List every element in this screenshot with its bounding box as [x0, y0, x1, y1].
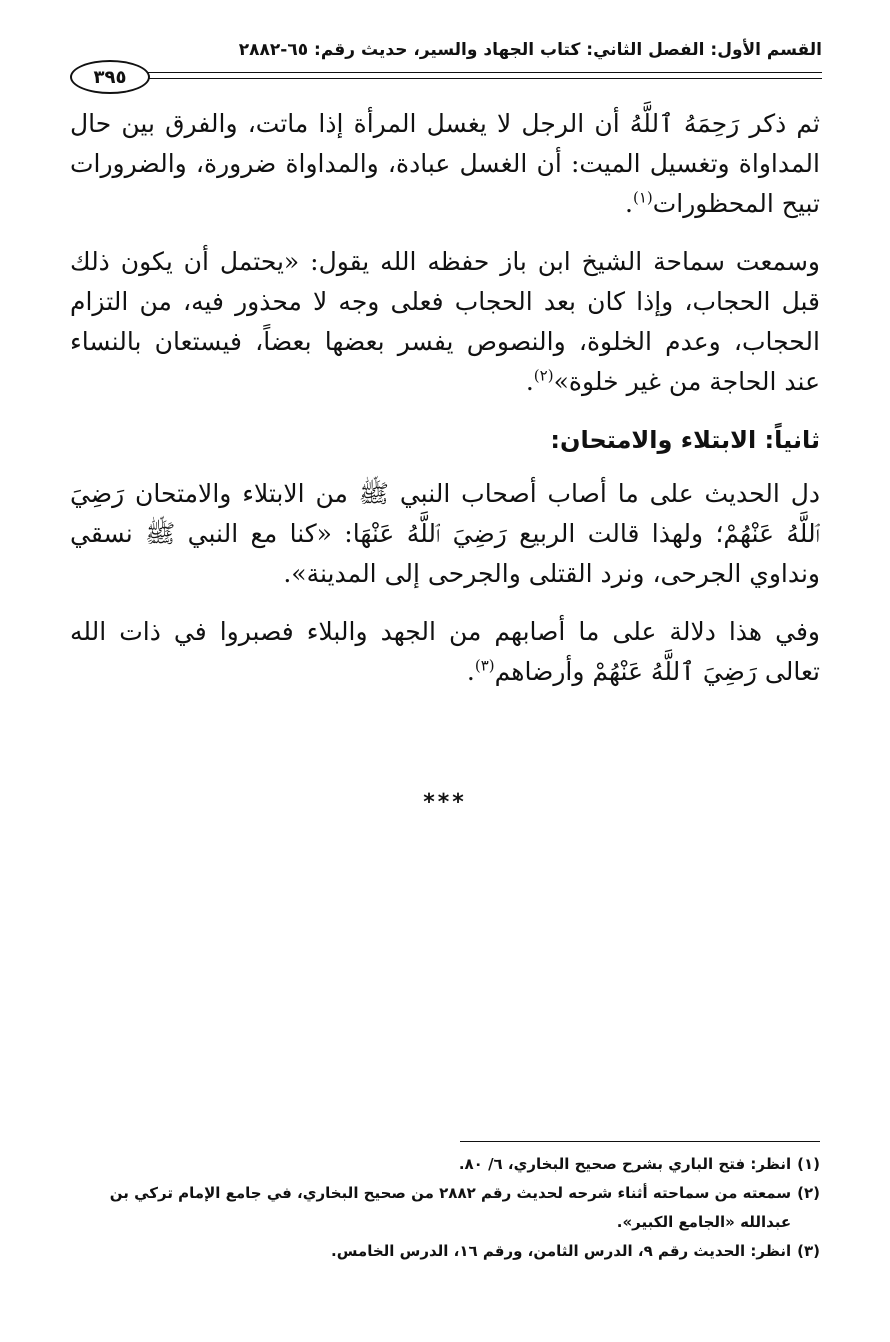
paragraph-2-text: وسمعت سماحة الشيخ ابن باز حفظه الله يقول: «يحتمل أن يكون ذلك قبل الحجاب، وإذا كان بعد الحجاب فعلى وجه لا محذور فيه، من التزام الحجاب، وعدم الخلوة، والنصوص يفسر بعضها بعضاً، فيستعان بالنساء عند الحاجة من غير خلوة»: [70, 247, 820, 396]
paragraph-2-end: .: [525, 367, 534, 396]
section-heading: ثانياً: الابتلاء والامتحان:: [550, 426, 820, 454]
footnote-text: انظر: الحديث رقم ٩، الدرس الثامن، ورقم ١٦، الدرس الخامس.: [331, 1242, 792, 1260]
footnote-text: انظر: فتح الباري بشرح صحيح البخاري، ٦/ ٨٠.: [458, 1155, 792, 1173]
footnotes: [70, 1150, 820, 1266]
footnote-1: [70, 1150, 820, 1179]
page-number: ٣٩٥: [70, 60, 150, 94]
paragraph-4-end: .: [466, 657, 475, 686]
main-text: [70, 104, 820, 710]
footnote-number: (١): [797, 1155, 820, 1173]
footnote-text: سمعته من سماحته أثناء شرحه لحديث رقم ٢٨٨٢ من صحيح البخاري، في جامع الإمام تركي بن عبدالله «الجامع الكبير».: [109, 1184, 792, 1231]
paragraph-1-end: .: [625, 189, 633, 218]
paragraph-3: دل الحديث على ما أصاب أصحاب النبي ﷺ من الابتلاء والامتحان رَضِيَ ٱللَّهُ عَنْهُمْ؛ ولهذا قالت الربيع رَضِيَ ٱللَّهُ عَنْهَا: «كنا مع النبي ﷺ نسقي ونداوي الجرحى، ونرد القتلى والجرحى إلى المدينة».: [70, 479, 820, 588]
footnote-ref-2: (٢): [533, 366, 554, 385]
paragraph-4: [70, 612, 820, 692]
header-rule: [140, 72, 822, 79]
running-header: القسم الأول: الفصل الثاني: كتاب الجهاد والسير، حديث رقم: ٦٥-٢٨٨٢: [238, 40, 822, 60]
footnote-2: [70, 1179, 820, 1237]
paragraph-1-text: ثم ذكر رَحِمَهُ ٱللَّهُ أن الرجل لا يغسل المرأة إذا ماتت، والفرق بين حال المداواة وتغسيل الميت: أن الغسل عبادة، والمداواة ضرورة، والضرورات تبيح المحظورات: [70, 109, 820, 218]
paragraph-1: [70, 104, 820, 224]
footnote-number: (٣): [797, 1242, 820, 1260]
footnote-rule: [460, 1141, 820, 1142]
footnote-ref-1: (١): [632, 188, 653, 207]
section-separator: ***: [423, 790, 467, 815]
footnote-ref-3: (٣): [474, 656, 495, 675]
paragraph-4-text: وفي هذا دلالة على ما أصابهم من الجهد والبلاء فصبروا في ذات الله تعالى رَضِيَ ٱللَّهُ عَنْهُمْ وأرضاهم: [70, 617, 820, 686]
footnote-3: [70, 1237, 820, 1266]
footnote-number: (٢): [797, 1184, 820, 1202]
paragraph-2: [70, 242, 820, 402]
